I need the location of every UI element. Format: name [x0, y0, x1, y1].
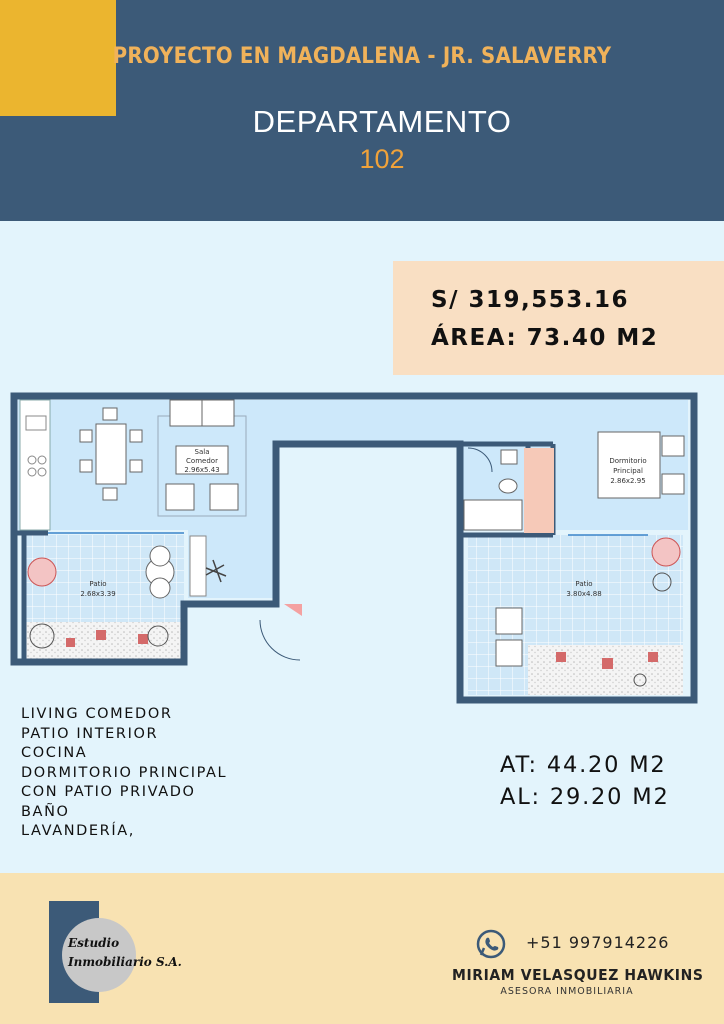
price: S/ 319,553.16	[431, 287, 629, 313]
features-list	[21, 705, 227, 842]
agent-name: MIRIAM VELASQUEZ HAWKINS	[452, 966, 704, 984]
department-title: DEPARTAMENTO	[252, 104, 512, 139]
patio1-dims: 2.68x3.39	[80, 590, 116, 598]
total-area: ÁREA: 73.40 M2	[431, 325, 659, 351]
area-libre: AL: 29.20 M2	[500, 784, 670, 810]
whatsapp-icon[interactable]	[476, 929, 506, 959]
footer	[0, 873, 724, 1024]
feature-item: LAVANDERÍA,	[21, 823, 135, 839]
agent-role: ASESORA INMOBILIARIA	[500, 986, 634, 997]
patio1-label: Patio	[89, 580, 107, 588]
unit-number: 102	[359, 144, 405, 174]
dorm-dims: 2.86x2.95	[610, 477, 646, 485]
logo-line-2: Inmobiliario S.A.	[68, 955, 182, 969]
sala-dims: 2.96x5.43	[184, 466, 220, 474]
feature-item: LIVING COMEDOR	[21, 706, 173, 722]
feature-item: BAÑO	[21, 803, 70, 820]
dorm-label-1: Dormitorio	[609, 457, 647, 465]
project-title: PROYECTO EN MAGDALENA - JR. SALAVERRY	[112, 44, 612, 69]
header-banner	[0, 0, 724, 221]
sala-label-2: Comedor	[186, 457, 218, 465]
logo-line-1: Estudio	[68, 936, 120, 950]
dorm-label-2: Principal	[613, 467, 643, 475]
sala-label-1: Sala	[194, 448, 210, 456]
phone-number[interactable]: +51 997914226	[526, 933, 670, 952]
feature-item: COCINA	[21, 745, 88, 761]
feature-item: PATIO INTERIOR	[21, 725, 159, 742]
patio2-dims: 3.80x4.88	[566, 590, 602, 598]
patio2-label: Patio	[575, 580, 593, 588]
feature-item: DORMITORIO PRINCIPAL	[21, 764, 228, 781]
floor-plan	[8, 390, 708, 710]
feature-item: CON PATIO PRIVADO	[21, 784, 196, 800]
area-techada: AT: 44.20 M2	[500, 752, 667, 778]
price-box	[393, 261, 724, 375]
